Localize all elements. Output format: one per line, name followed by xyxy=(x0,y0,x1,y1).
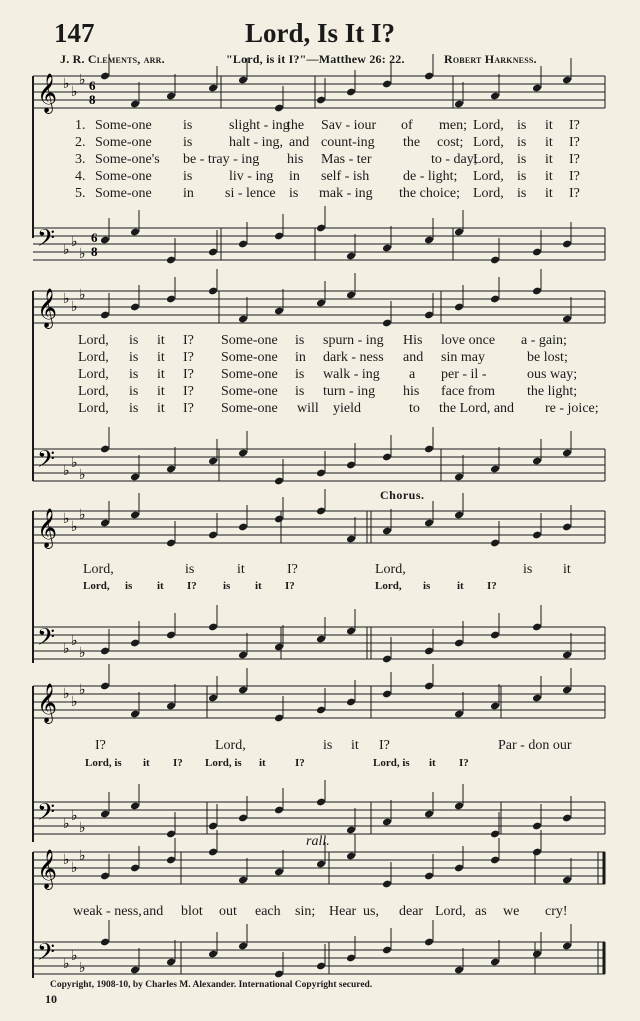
chorus-label: Chorus. xyxy=(380,488,425,502)
treble-clef-icon: 𝄞 xyxy=(37,510,58,547)
bass-clef-icon: 𝄢 xyxy=(37,625,56,656)
note-heads xyxy=(100,605,572,663)
note-heads xyxy=(100,269,572,327)
svg-text:8: 8 xyxy=(89,92,96,107)
note-heads xyxy=(100,206,572,264)
svg-text:♭: ♭ xyxy=(71,809,78,824)
treble-staff xyxy=(33,505,605,549)
svg-text:♭: ♭ xyxy=(79,683,86,698)
svg-text:8: 8 xyxy=(91,244,98,259)
composer-credit: Robert Harkness. xyxy=(444,52,537,66)
svg-text:♭: ♭ xyxy=(71,85,78,100)
treble-staff xyxy=(33,680,605,724)
bass-clef-icon: 𝄢 xyxy=(37,226,56,257)
svg-text:♭: ♭ xyxy=(71,520,78,535)
svg-text:♭: ♭ xyxy=(63,642,70,657)
svg-text:♭: ♭ xyxy=(63,464,70,479)
svg-text:♭: ♭ xyxy=(79,821,86,836)
bass-staff xyxy=(33,597,605,667)
treble-clef-icon: 𝄞 xyxy=(37,685,58,722)
arranger-credit: J. R. Clements, arr. xyxy=(60,52,165,66)
svg-text:♭: ♭ xyxy=(63,243,70,258)
svg-text:♭: ♭ xyxy=(79,468,86,483)
svg-text:♭: ♭ xyxy=(79,961,86,976)
chorus-alto-lyrics: Lord, is it I? Lord, is it I? Lord, is it I? xyxy=(85,757,469,769)
verse-line-1: 1. Some-one is slight - ing the Sav - iour of men; Lord, is it I? xyxy=(75,118,580,133)
bass-clef-icon: 𝄢 xyxy=(37,940,56,971)
bass-staff xyxy=(33,912,605,982)
note-heads xyxy=(100,920,572,978)
verse-line-1: Lord, is it I? Some-one is spurn - ing His love once a - gain; xyxy=(78,333,567,348)
svg-text:♭: ♭ xyxy=(71,456,78,471)
svg-text:♭: ♭ xyxy=(63,687,70,702)
note-heads xyxy=(100,427,572,485)
treble-staff xyxy=(33,846,605,890)
bass-clef-icon: 𝄢 xyxy=(37,447,56,478)
verse-line-3: Lord, is it I? Some-one is walk - ing a per - il - ous way; xyxy=(78,367,578,382)
svg-text:♭: ♭ xyxy=(71,235,78,250)
bass-clef-icon: 𝄢 xyxy=(37,800,56,831)
verse-line-2: 2. Some-one is halt - ing, and count-ing the cost; Lord, is it I? xyxy=(75,135,580,150)
svg-text:♭: ♭ xyxy=(79,247,86,262)
svg-text:♭: ♭ xyxy=(79,73,86,88)
svg-text:♭: ♭ xyxy=(71,695,78,710)
svg-text:♭: ♭ xyxy=(71,861,78,876)
treble-clef-icon: 𝄞 xyxy=(37,75,58,112)
scripture-reference: "Lord, is it I?"—Matthew 26: 22. xyxy=(226,52,405,66)
treble-staff xyxy=(33,70,605,114)
verse-line-2: Lord, is it I? Some-one in dark - ness and sin may be lost; xyxy=(78,350,568,365)
page-number: 10 xyxy=(45,992,57,1006)
bass-staff xyxy=(33,198,605,262)
treble-clef-icon: 𝄞 xyxy=(37,851,58,888)
svg-text:♭: ♭ xyxy=(71,949,78,964)
treble-staff xyxy=(33,285,605,329)
svg-text:♭: ♭ xyxy=(63,853,70,868)
svg-text:6: 6 xyxy=(89,78,96,93)
svg-text:♭: ♭ xyxy=(79,508,86,523)
bass-staff xyxy=(33,413,605,483)
copyright-notice: Copyright, 1908-10, by Charles M. Alexander. International Copyright secured. xyxy=(50,980,373,990)
verse-line-3: 3. Some-one's be - tray - ing his Mas - ter to - day; Lord, is it I? xyxy=(75,152,580,167)
svg-text:♭: ♭ xyxy=(79,646,86,661)
svg-text:♭: ♭ xyxy=(63,512,70,527)
chorus-alto-lyrics: Lord, is it I? is it I? Lord, is it I? xyxy=(83,580,497,592)
svg-text:♭: ♭ xyxy=(71,300,78,315)
treble-clef-icon: 𝄞 xyxy=(37,290,58,327)
svg-text:♭: ♭ xyxy=(63,77,70,92)
svg-text:6: 6 xyxy=(91,230,98,245)
tempo-marking: rall. xyxy=(306,834,330,849)
verse-line-4: Lord, is it I? Some-one is turn - ing his face from the light; xyxy=(78,384,578,399)
final-lyrics: weak - ness, and blot out each sin; Hear us, dear Lord, as we cry! xyxy=(73,904,568,919)
svg-text:♭: ♭ xyxy=(63,957,70,972)
svg-text:♭: ♭ xyxy=(63,292,70,307)
svg-text:♭: ♭ xyxy=(63,817,70,832)
note-heads xyxy=(100,489,572,547)
verse-line-5: Lord, is it I? Some-one will yield to the Lord, and re - joice; xyxy=(78,401,599,416)
svg-text:♭: ♭ xyxy=(79,288,86,303)
bass-staff xyxy=(33,772,605,842)
chorus-soprano-lyrics: Lord, is it I? Lord, is it xyxy=(83,562,571,577)
chorus-soprano-lyrics: I? Lord, is it I? Par - don our xyxy=(95,738,572,753)
svg-text:♭: ♭ xyxy=(79,849,86,864)
hymn-number: 147 xyxy=(54,18,95,48)
hymn-title: Lord, Is It I? xyxy=(244,18,396,48)
svg-text:♭: ♭ xyxy=(71,634,78,649)
verse-line-5: 5. Some-one in si - lence is mak - ing the choice; Lord, is it I? xyxy=(75,186,580,201)
verse-line-4: 4. Some-one is liv - ing in self - ish de - light; Lord, is it I? xyxy=(75,169,580,184)
